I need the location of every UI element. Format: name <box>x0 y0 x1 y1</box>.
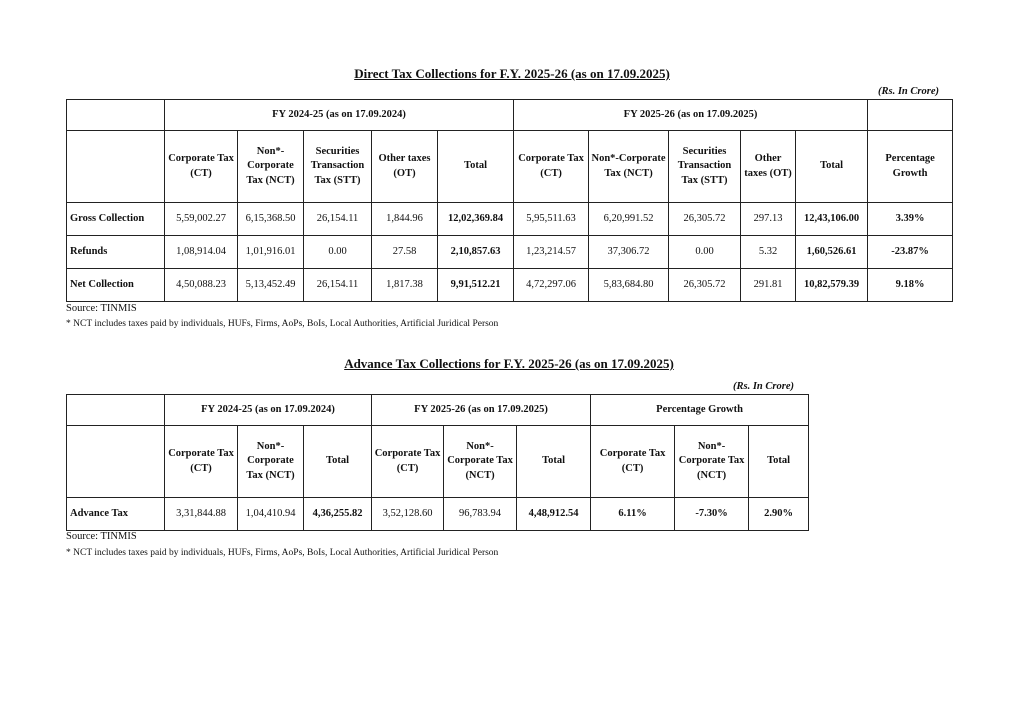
advance-source: Source: TINMIS <box>66 531 137 542</box>
direct-tax-table <box>66 99 953 302</box>
cell: 5.32 <box>741 236 796 269</box>
cell-growth: -7.30% <box>675 498 749 531</box>
cell-total: 12,02,369.84 <box>438 203 514 236</box>
cell-growth: 9.18% <box>868 269 953 302</box>
col-header: Corporate Tax (CT) <box>165 426 238 498</box>
col-header: Other taxes (OT) <box>372 131 438 203</box>
cell: 3,52,128.60 <box>372 498 444 531</box>
cell: 96,783.94 <box>444 498 517 531</box>
cell-total: 4,36,255.82 <box>304 498 372 531</box>
direct-source: Source: TINMIS <box>66 303 137 314</box>
cell: 5,95,511.63 <box>514 203 589 236</box>
cell: 27.58 <box>372 236 438 269</box>
cell: 1,04,410.94 <box>238 498 304 531</box>
cell-total: 1,60,526.61 <box>796 236 868 269</box>
blank-corner-cell <box>67 395 165 426</box>
row-label: Refunds <box>67 236 165 269</box>
cell: 6,15,368.50 <box>238 203 304 236</box>
advance-unit-label: (Rs. In Crore) <box>733 381 794 392</box>
col-header: Non*-Corporate Tax (NCT) <box>675 426 749 498</box>
cell: 5,59,002.27 <box>165 203 238 236</box>
cell: 297.13 <box>741 203 796 236</box>
table-row <box>67 203 953 236</box>
direct-tax-title: Direct Tax Collections for F.Y. 2025-26 (as on 17.09.2025) <box>354 66 670 81</box>
cell: 26,305.72 <box>669 269 741 302</box>
table-row <box>67 236 953 269</box>
col-header: Total <box>796 131 868 203</box>
cell: 1,01,916.01 <box>238 236 304 269</box>
cell: 1,08,914.04 <box>165 236 238 269</box>
col-header: Corporate Tax (CT) <box>591 426 675 498</box>
cell-total: 4,48,912.54 <box>517 498 591 531</box>
direct-footnote: * NCT includes taxes paid by individuals, HUFs, Firms, AoPs, BoIs, Local Authorities, Artificial Juridical Person <box>66 319 499 329</box>
cell: 3,31,844.88 <box>165 498 238 531</box>
cell-total: 9,91,512.21 <box>438 269 514 302</box>
col-header: Non*-Corporate Tax (NCT) <box>589 131 669 203</box>
table-row <box>67 269 953 302</box>
col-header: Other taxes (OT) <box>741 131 796 203</box>
col-header: Corporate Tax (CT) <box>372 426 444 498</box>
fy-prev-header: FY 2024-25 (as on 17.09.2024) <box>165 100 514 131</box>
cell: 1,23,214.57 <box>514 236 589 269</box>
row-label: Advance Tax <box>67 498 165 531</box>
row-label: Net Collection <box>67 269 165 302</box>
advance-tax-table <box>66 394 809 531</box>
cell: 291.81 <box>741 269 796 302</box>
cell-total: 12,43,106.00 <box>796 203 868 236</box>
fy-curr-header: FY 2025-26 (as on 17.09.2025) <box>372 395 591 426</box>
cell: 26,154.11 <box>304 203 372 236</box>
cell: 4,72,297.06 <box>514 269 589 302</box>
cell-total: 2,10,857.63 <box>438 236 514 269</box>
cell: 37,306.72 <box>589 236 669 269</box>
cell-growth: -23.87% <box>868 236 953 269</box>
cell: 1,844.96 <box>372 203 438 236</box>
blank-label-cell <box>67 426 165 498</box>
col-header: Corporate Tax (CT) <box>514 131 589 203</box>
cell: 0.00 <box>669 236 741 269</box>
row-label: Gross Collection <box>67 203 165 236</box>
col-header: Total <box>517 426 591 498</box>
advance-tax-title: Advance Tax Collections for F.Y. 2025-26 (as on 17.09.2025) <box>344 356 674 371</box>
col-header: Securities Transaction Tax (STT) <box>304 131 372 203</box>
cell: 0.00 <box>304 236 372 269</box>
col-header: Non*-Corporate Tax (NCT) <box>444 426 517 498</box>
col-header: Total <box>749 426 809 498</box>
col-header: Total <box>438 131 514 203</box>
col-header: Non*-Corporate Tax (NCT) <box>238 131 304 203</box>
direct-unit-label: (Rs. In Crore) <box>878 86 939 97</box>
cell: 1,817.38 <box>372 269 438 302</box>
fy-curr-header: FY 2025-26 (as on 17.09.2025) <box>514 100 868 131</box>
growth-header: Percentage Growth <box>591 395 809 426</box>
blank-label-cell <box>67 131 165 203</box>
col-header: Corporate Tax (CT) <box>165 131 238 203</box>
cell-growth: 3.39% <box>868 203 953 236</box>
col-header: Non*-Corporate Tax (NCT) <box>238 426 304 498</box>
blank-corner-cell <box>67 100 165 131</box>
cell: 5,83,684.80 <box>589 269 669 302</box>
cell: 4,50,088.23 <box>165 269 238 302</box>
col-header-growth: Percentage Growth <box>868 131 953 203</box>
cell: 26,154.11 <box>304 269 372 302</box>
advance-footnote: * NCT includes taxes paid by individuals, HUFs, Firms, AoPs, BoIs, Local Authorities, Artificial Juridical Person <box>66 548 499 558</box>
blank-growth-cell <box>868 100 953 131</box>
table-row <box>67 498 809 531</box>
col-header: Total <box>304 426 372 498</box>
cell-growth: 6.11% <box>591 498 675 531</box>
cell-total: 10,82,579.39 <box>796 269 868 302</box>
cell: 6,20,991.52 <box>589 203 669 236</box>
cell: 26,305.72 <box>669 203 741 236</box>
col-header: Securities Transaction Tax (STT) <box>669 131 741 203</box>
fy-prev-header: FY 2024-25 (as on 17.09.2024) <box>165 395 372 426</box>
cell-growth: 2.90% <box>749 498 809 531</box>
cell: 5,13,452.49 <box>238 269 304 302</box>
